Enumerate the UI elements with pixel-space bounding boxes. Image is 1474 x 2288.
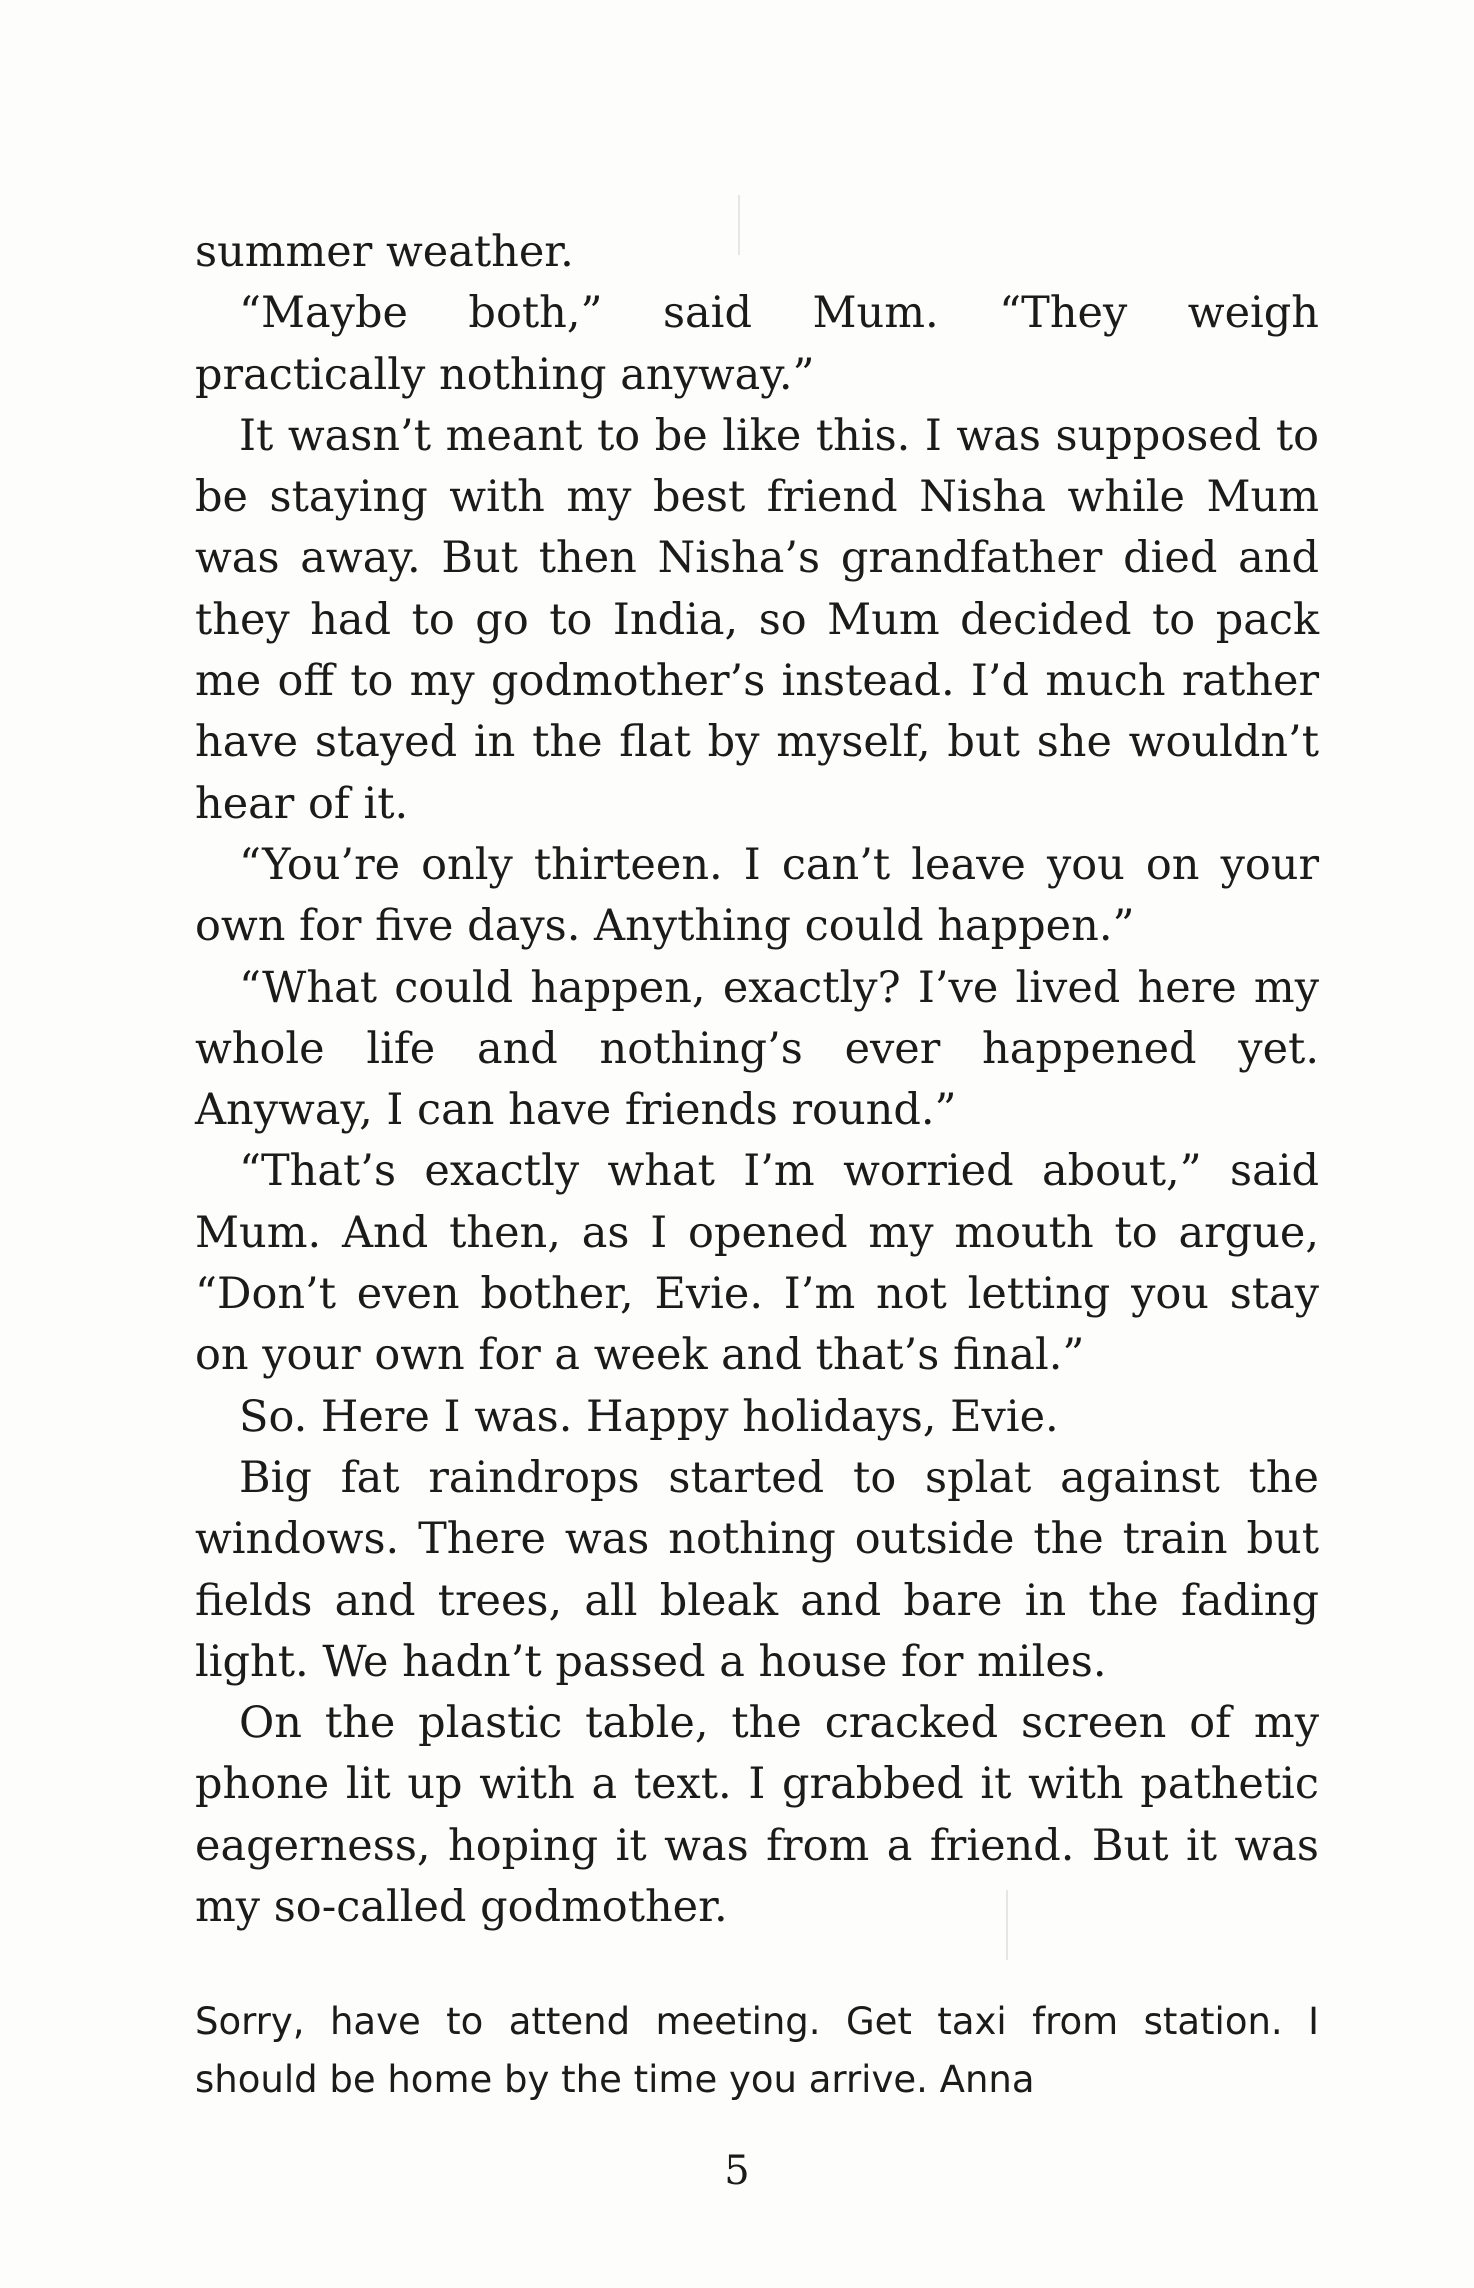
paragraph: “That’s exactly what I’m worried about,” said Mum. And then, as I opened my mouth to argue, “Don’t even bother, Evie. I’m not letting you stay on your own for a week and that’s final.” [195,1146,1319,1381]
body-text [195,222,1319,1938]
page-number: 5 [724,2148,750,2194]
paragraph: “Maybe both,” said Mum. “They weigh practically nothing anyway.” [195,288,1319,400]
paragraph: It wasn’t meant to be like this. I was supposed to be staying with my best friend Nisha while Mum was away. But then Nisha’s grandfather died and they had to go to India, so Mum decided to pack me off to my godmother’s instead. I’d much rather have stayed in the flat by myself, but she wouldn’t hear of it. [195,410,1319,829]
paragraph: summer weather. [195,227,574,277]
text-message: Sorry, have to attend meeting. Get taxi from station. I should be home by the time you arrive. Anna [195,2000,1319,2101]
paragraph: On the plastic table, the cracked screen of my phone lit up with a text. I grabbed it with pathetic eagerness, hoping it was from a friend. But it was my so-called godmother. [195,1698,1319,1933]
paragraph: “What could happen, exactly? I’ve lived here my whole life and nothing’s ever happened yet. Anyway, I can have friends round.” [195,962,1319,1136]
paragraph: So. Here I was. Happy holidays, Evie. [239,1391,1059,1442]
paragraph: Big fat raindrops started to splat against the windows. There was nothing outside the train but fields and trees, all bleak and bare in the fading light. We hadn’t passed a house for miles. [195,1452,1319,1687]
paragraph: “You’re only thirteen. I can’t leave you on your own for five days. Anything could happen.” [195,839,1319,952]
